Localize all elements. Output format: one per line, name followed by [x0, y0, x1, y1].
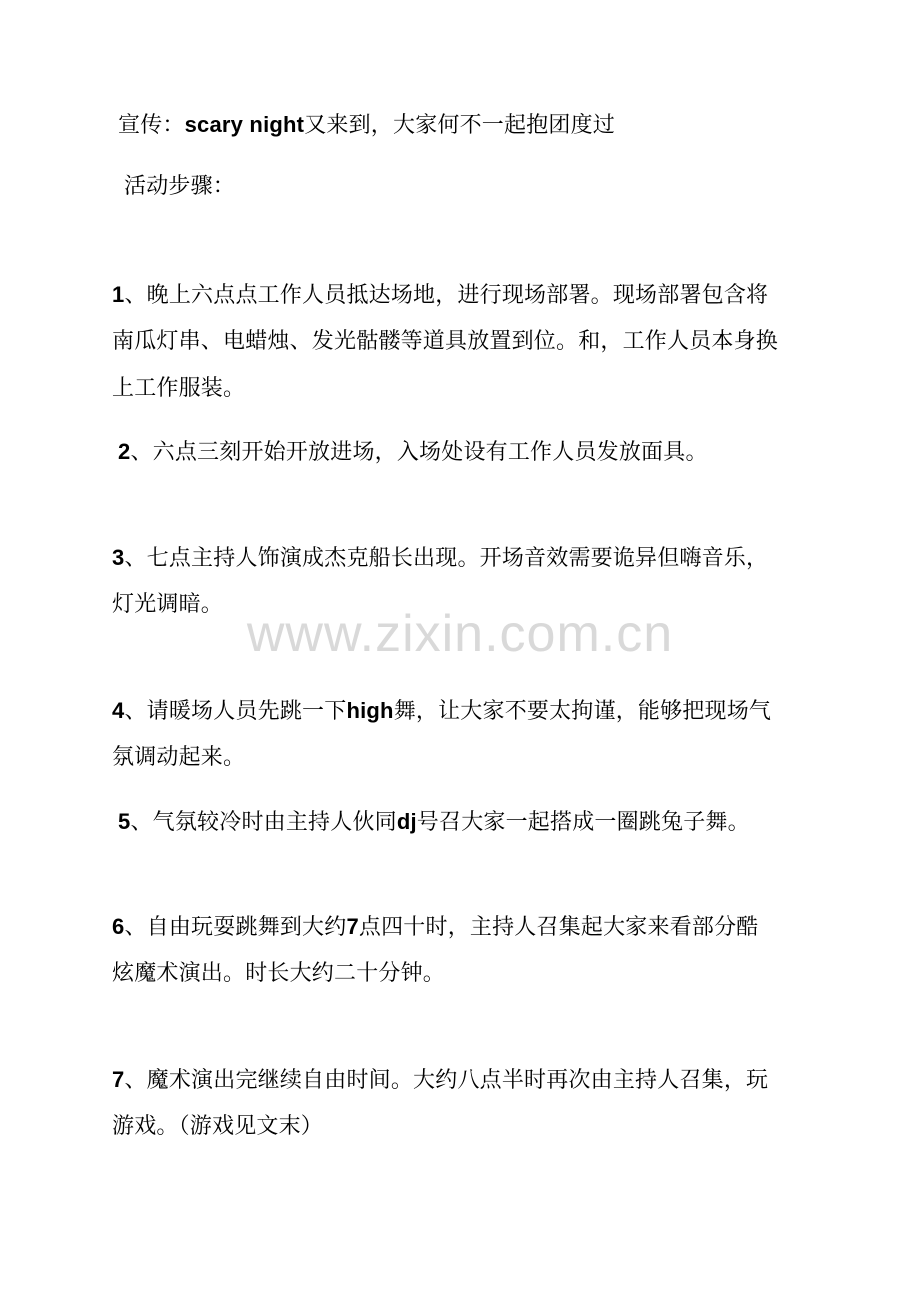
step-6-text-post: 点四十时，主持人召集起大家来看部分酷	[358, 915, 759, 940]
step-1-number: 1	[112, 282, 125, 307]
step-6-line-2: 炫魔术演出。时长大约二十分钟。	[112, 961, 446, 986]
step-1-line-3: 上工作服装。	[112, 376, 246, 401]
step-1-text: 、晚上六点点工作人员抵达场地，进行现场部署。现场部署包含将	[124, 283, 769, 308]
step-4-line-1	[112, 696, 771, 727]
step-4-text-pre: 、请暖场人员先跳一下	[124, 699, 347, 724]
step-5-number: 5	[118, 809, 131, 834]
step-5-text-pre: 、气氛较冷时由主持人伙同	[130, 810, 397, 835]
step-6-line-1	[112, 912, 759, 943]
step-6-number: 6	[112, 914, 125, 939]
step-2-text: 、六点三刻开始开放进场，入场处设有工作人员发放面具。	[130, 440, 708, 465]
intro-rest: 又来到，大家何不一起抱团度过	[304, 113, 615, 138]
step-6-english: 7	[346, 914, 359, 939]
step-7-text: 、魔术演出完继续自由时间。大约八点半时再次由主持人召集，玩	[124, 1068, 769, 1093]
intro-english: scary night	[184, 112, 305, 137]
step-4-line-2: 氛调动起来。	[112, 745, 246, 770]
step-5-line-1	[118, 807, 750, 838]
step-5-text-post: 号召大家一起搭成一圈跳兔子舞。	[416, 810, 750, 835]
step-7-line-2: 游戏。（游戏见文末）	[112, 1114, 324, 1139]
step-2-line-1	[118, 437, 708, 468]
step-4-text-post: 舞，让大家不要太拘谨，能够把现场气	[393, 699, 772, 724]
step-1-line-2: 南瓜灯串、电蜡烛、发光骷髅等道具放置到位。和，工作人员本身换	[112, 329, 779, 354]
step-2-number: 2	[118, 439, 131, 464]
intro-label: 宣传：	[118, 113, 185, 138]
step-7-number: 7	[112, 1067, 125, 1092]
step-3-text: 、七点主持人饰演成杰克船长出现。开场音效需要诡异但嗨音乐，	[124, 546, 769, 571]
step-4-english: high	[346, 698, 394, 723]
watermark: www.zixin.com.cn	[246, 605, 674, 663]
step-3-line-1	[112, 543, 768, 574]
intro-line	[118, 110, 615, 141]
step-7-line-1	[112, 1065, 768, 1096]
step-5-english: dj	[396, 809, 417, 834]
step-3-line-2: 灯光调暗。	[112, 592, 224, 617]
steps-title: 活动步骤：	[124, 174, 236, 199]
step-3-number: 3	[112, 545, 125, 570]
step-6-text-pre: 、自由玩耍跳舞到大约	[124, 915, 347, 940]
step-1-line-1	[112, 280, 768, 311]
step-4-number: 4	[112, 698, 125, 723]
